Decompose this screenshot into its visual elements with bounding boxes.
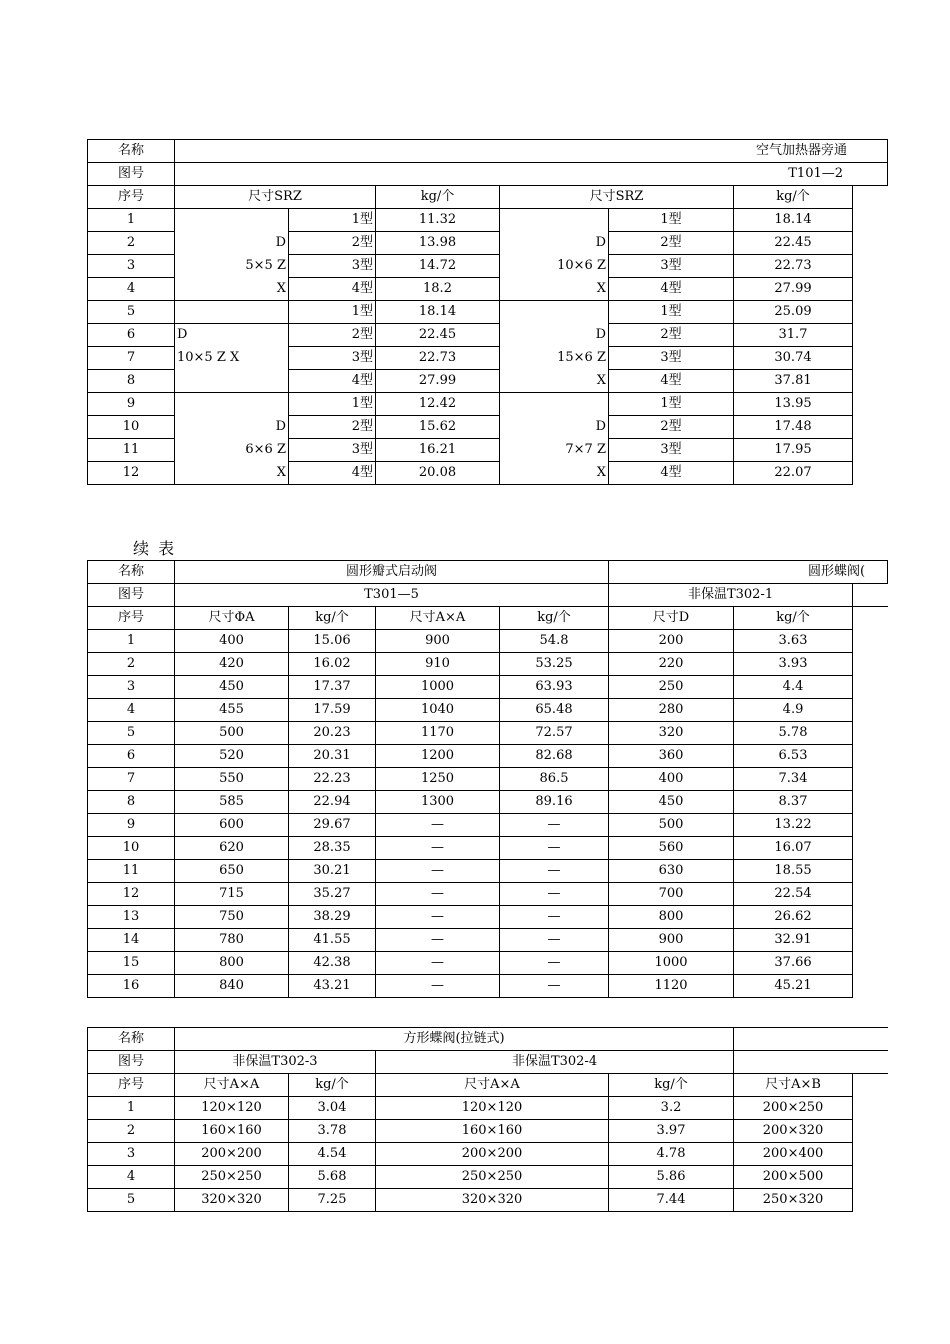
table-cell: 10 [88, 837, 175, 860]
table-cell: 3.78 [289, 1120, 376, 1143]
name-label: 名称 [88, 140, 175, 163]
table-cell: 45.21 [734, 975, 853, 998]
col-header-3: 尺寸A×A [376, 1074, 609, 1097]
table-title: 方形蝶阀(拉链式) [175, 1028, 734, 1051]
table-cell: 12 [88, 883, 175, 906]
table-cell: 780 [175, 929, 289, 952]
col-header-4: kg/个 [609, 1074, 734, 1097]
table-cell: 3.63 [734, 630, 853, 653]
table-row: 7 10×5 Z X 3型 22.73 15×6 Z 3型 30.74 [88, 347, 888, 370]
table-cell: 6.53 [734, 745, 853, 768]
table-cell: 41.55 [289, 929, 376, 952]
overflow-cell [853, 1166, 888, 1189]
seq-header: 序号 [88, 1074, 175, 1097]
table-cell: 2 [88, 1120, 175, 1143]
table-cell: 160×160 [175, 1120, 289, 1143]
table-cell: 4.78 [609, 1143, 734, 1166]
table-cell: — [376, 860, 500, 883]
table-cell: — [376, 814, 500, 837]
col-header-4: kg/个 [500, 607, 609, 630]
table-row [88, 837, 888, 860]
table-cell: 5 [88, 722, 175, 745]
table-cell: 250×250 [175, 1166, 289, 1189]
table-cell: 17.37 [289, 676, 376, 699]
table-cell: 63.93 [500, 676, 609, 699]
table-row [88, 952, 888, 975]
table-cell: 220 [609, 653, 734, 676]
table-row [88, 722, 888, 745]
table-cell: 160×160 [376, 1120, 609, 1143]
table-cell: 3.93 [734, 653, 853, 676]
table-cell: 840 [175, 975, 289, 998]
table-cell: 1200 [376, 745, 500, 768]
col-header-6: kg/个 [734, 607, 853, 630]
table-cell: 7 [88, 768, 175, 791]
table-cell: 250×250 [376, 1166, 609, 1189]
table-cell: 15 [88, 952, 175, 975]
table-cell: 54.8 [500, 630, 609, 653]
table-row [88, 1166, 888, 1189]
table-cell: 200×400 [734, 1143, 853, 1166]
size-header-1: 尺寸SRZ [175, 186, 376, 209]
table-cell: 17.59 [289, 699, 376, 722]
table-cell: 200×500 [734, 1166, 853, 1189]
table-cell: 35.27 [289, 883, 376, 906]
table-cell: — [376, 952, 500, 975]
table-cell: 3.04 [289, 1097, 376, 1120]
table-cell: 8 [88, 791, 175, 814]
table3 [87, 1027, 888, 1212]
table-cell: 500 [609, 814, 734, 837]
table-cell: 16.02 [289, 653, 376, 676]
table-title-1: 圆形瓣式启动阀 [175, 561, 609, 584]
table-row: 1 1型 11.32 1型 18.14 [88, 209, 888, 232]
table-row [88, 975, 888, 998]
table-cell: 3.2 [609, 1097, 734, 1120]
table-cell: 320×320 [175, 1189, 289, 1212]
table-cell: 7.44 [609, 1189, 734, 1212]
table-cell: 500 [175, 722, 289, 745]
table-cell: — [500, 814, 609, 837]
table-cell: 11 [88, 860, 175, 883]
table3-wrapper [87, 1027, 850, 1212]
table-cell: 43.21 [289, 975, 376, 998]
table-cell: 420 [175, 653, 289, 676]
table-cell: 1040 [376, 699, 500, 722]
table-title-2: 圆形蝶阀( [609, 561, 888, 584]
kg-header-2: kg/个 [734, 186, 853, 209]
overflow-cell [853, 699, 888, 722]
table-cell: 200×320 [734, 1120, 853, 1143]
table-cell: — [500, 860, 609, 883]
table-row [88, 676, 888, 699]
table-cell: 200 [609, 630, 734, 653]
table-cell: 900 [376, 630, 500, 653]
table-cell: 6 [88, 745, 175, 768]
table-cell: 1000 [609, 952, 734, 975]
table-cell: 22.23 [289, 768, 376, 791]
overflow-cell [853, 653, 888, 676]
table-cell: 560 [609, 837, 734, 860]
overflow-cell [853, 837, 888, 860]
seq-header: 序号 [88, 186, 175, 209]
overflow-cell [853, 630, 888, 653]
table-row [88, 883, 888, 906]
overflow-cell [853, 676, 888, 699]
table-cell: 65.48 [500, 699, 609, 722]
table-cell: 16 [88, 975, 175, 998]
drawing-label: 图号 [88, 1051, 175, 1074]
table-cell: 3 [88, 676, 175, 699]
table-cell: 320 [609, 722, 734, 745]
table-cell: 30.21 [289, 860, 376, 883]
table-cell: 750 [175, 906, 289, 929]
name-label: 名称 [88, 1028, 175, 1051]
table-row: 11 6×6 Z 3型 16.21 7×7 Z 3型 17.95 [88, 439, 888, 462]
table-cell: 53.25 [500, 653, 609, 676]
table-row [88, 791, 888, 814]
table-row [88, 1143, 888, 1166]
table1-wrapper [87, 139, 850, 485]
table-cell: — [376, 837, 500, 860]
size-header-2: 尺寸SRZ [500, 186, 734, 209]
col-header-2: kg/个 [289, 1074, 376, 1097]
table-cell: 1120 [609, 975, 734, 998]
table-cell: 600 [175, 814, 289, 837]
table-cell: 250×320 [734, 1189, 853, 1212]
drawing-number-1: 非保温T302-3 [175, 1051, 376, 1074]
table-cell: 1000 [376, 676, 500, 699]
table-cell: 650 [175, 860, 289, 883]
table-cell: 1 [88, 630, 175, 653]
table-cell: 82.68 [500, 745, 609, 768]
table-cell: 16.07 [734, 837, 853, 860]
table-cell: 320×320 [376, 1189, 609, 1212]
table-cell: 18.55 [734, 860, 853, 883]
kg-header-1: kg/个 [376, 186, 500, 209]
seq-header: 序号 [88, 607, 175, 630]
table-cell: 200×200 [175, 1143, 289, 1166]
table-cell: — [500, 975, 609, 998]
table-cell: 86.5 [500, 768, 609, 791]
overflow-cell [853, 745, 888, 768]
table-cell: — [376, 906, 500, 929]
table-cell: 800 [175, 952, 289, 975]
overflow-cell [853, 1189, 888, 1212]
table-row: 12 X 4型 20.08 X 4型 22.07 [88, 462, 888, 485]
table-cell: 20.31 [289, 745, 376, 768]
col-header-5: 尺寸A×B [734, 1074, 853, 1097]
table-cell: 28.35 [289, 837, 376, 860]
name-label: 名称 [88, 561, 175, 584]
table-cell: 620 [175, 837, 289, 860]
table-row [88, 630, 888, 653]
table-cell: 29.67 [289, 814, 376, 837]
table-cell: 4.9 [734, 699, 853, 722]
overflow-cell [853, 768, 888, 791]
table-cell: 26.62 [734, 906, 853, 929]
table-row [88, 745, 888, 768]
table-cell: 400 [175, 630, 289, 653]
table-cell: 400 [609, 768, 734, 791]
table-row [88, 699, 888, 722]
table-cell: — [500, 837, 609, 860]
overflow-cell [853, 929, 888, 952]
table-cell: 250 [609, 676, 734, 699]
table-cell: 72.57 [500, 722, 609, 745]
table-cell: 1170 [376, 722, 500, 745]
table-cell: 1 [88, 1097, 175, 1120]
table-cell: 1250 [376, 768, 500, 791]
table-cell: 450 [609, 791, 734, 814]
drawing-label: 图号 [88, 584, 175, 607]
table-cell: 280 [609, 699, 734, 722]
table-row: 4 X 4型 18.2 X 4型 27.99 [88, 278, 888, 301]
col-header-1: 尺寸ΦA [175, 607, 289, 630]
table-cell: 630 [609, 860, 734, 883]
table-cell: 14 [88, 929, 175, 952]
table-cell: 455 [175, 699, 289, 722]
table-cell: 520 [175, 745, 289, 768]
overflow-cell [853, 952, 888, 975]
table-cell: 910 [376, 653, 500, 676]
drawing-number-2: 非保温T302-1 [609, 584, 853, 607]
overflow-cell [853, 883, 888, 906]
table-cell: 2 [88, 653, 175, 676]
table2-wrapper [87, 560, 866, 998]
table-row [88, 814, 888, 837]
table-cell: 32.91 [734, 929, 853, 952]
overflow-cell [853, 1120, 888, 1143]
table-row [88, 906, 888, 929]
table-cell: 37.66 [734, 952, 853, 975]
table-cell: 4.54 [289, 1143, 376, 1166]
table-cell: 800 [609, 906, 734, 929]
table-cell: 13 [88, 906, 175, 929]
overflow-cell [853, 722, 888, 745]
table-cell: — [376, 883, 500, 906]
table-row: 10 D 2型 15.62 D 2型 17.48 [88, 416, 888, 439]
overflow-cell [853, 860, 888, 883]
table-cell: — [376, 929, 500, 952]
overflow-cell [853, 1143, 888, 1166]
table-cell: 20.23 [289, 722, 376, 745]
table-row [88, 929, 888, 952]
table-cell: 42.38 [289, 952, 376, 975]
overflow-cell [853, 906, 888, 929]
table-cell: 13.22 [734, 814, 853, 837]
col-header-3: 尺寸A×A [376, 607, 500, 630]
table-cell: 120×120 [376, 1097, 609, 1120]
table-cell: 7.34 [734, 768, 853, 791]
drawing-label: 图号 [88, 163, 175, 186]
continued-label: 续 表 [133, 539, 177, 558]
table-cell: 4 [88, 1166, 175, 1189]
table-cell: 900 [609, 929, 734, 952]
table-cell: 22.54 [734, 883, 853, 906]
table-row: 3 5×5 Z 3型 14.72 10×6 Z 3型 22.73 [88, 255, 888, 278]
table-title: 空气加热器旁通 [175, 140, 888, 163]
table-cell: — [376, 975, 500, 998]
table-row [88, 1189, 888, 1212]
table-row [88, 860, 888, 883]
table-cell: 120×120 [175, 1097, 289, 1120]
table-cell: 22.94 [289, 791, 376, 814]
table-cell: 715 [175, 883, 289, 906]
table-row: 2 D 2型 13.98 D 2型 22.45 [88, 232, 888, 255]
table-row [88, 653, 888, 676]
table-cell: — [500, 883, 609, 906]
table-cell: 3.97 [609, 1120, 734, 1143]
table-cell: 4 [88, 699, 175, 722]
col-header-5: 尺寸D [609, 607, 734, 630]
table-row [88, 1097, 888, 1120]
table-cell: — [500, 952, 609, 975]
table-cell: 360 [609, 745, 734, 768]
table-row: 6 D 2型 22.45 D 2型 31.7 [88, 324, 888, 347]
table2 [87, 560, 888, 998]
table-cell: 5.78 [734, 722, 853, 745]
table-cell: 7.25 [289, 1189, 376, 1212]
table-cell: 38.29 [289, 906, 376, 929]
table-cell: 585 [175, 791, 289, 814]
table-cell: 15.06 [289, 630, 376, 653]
col-header-2: kg/个 [289, 607, 376, 630]
table-cell: 5.86 [609, 1166, 734, 1189]
table-cell: 200×200 [376, 1143, 609, 1166]
table-cell: 4.4 [734, 676, 853, 699]
table-cell: 450 [175, 676, 289, 699]
table-cell: 89.16 [500, 791, 609, 814]
table-cell: 200×250 [734, 1097, 853, 1120]
table-cell: 1300 [376, 791, 500, 814]
drawing-number: T101—2 [175, 163, 888, 186]
table1 [87, 139, 888, 485]
table-cell: 5.68 [289, 1166, 376, 1189]
table-row [88, 768, 888, 791]
overflow-cell [853, 975, 888, 998]
table-cell: 3 [88, 1143, 175, 1166]
table-row: 8 4型 27.99 X 4型 37.81 [88, 370, 888, 393]
table-cell: 8.37 [734, 791, 853, 814]
overflow-cell [853, 814, 888, 837]
table-row: 9 1型 12.42 1型 13.95 [88, 393, 888, 416]
col-header-1: 尺寸A×A [175, 1074, 289, 1097]
table-row [88, 1120, 888, 1143]
overflow-cell [853, 1097, 888, 1120]
table-row: 5 1型 18.14 1型 25.09 [88, 301, 888, 324]
overflow-cell [853, 791, 888, 814]
table-cell: 9 [88, 814, 175, 837]
table-cell: 700 [609, 883, 734, 906]
table-cell: 5 [88, 1189, 175, 1212]
table-cell: — [500, 929, 609, 952]
table-cell: 550 [175, 768, 289, 791]
drawing-number-1: T301—5 [175, 584, 609, 607]
table-cell: — [500, 906, 609, 929]
drawing-number-2: 非保温T302-4 [376, 1051, 734, 1074]
